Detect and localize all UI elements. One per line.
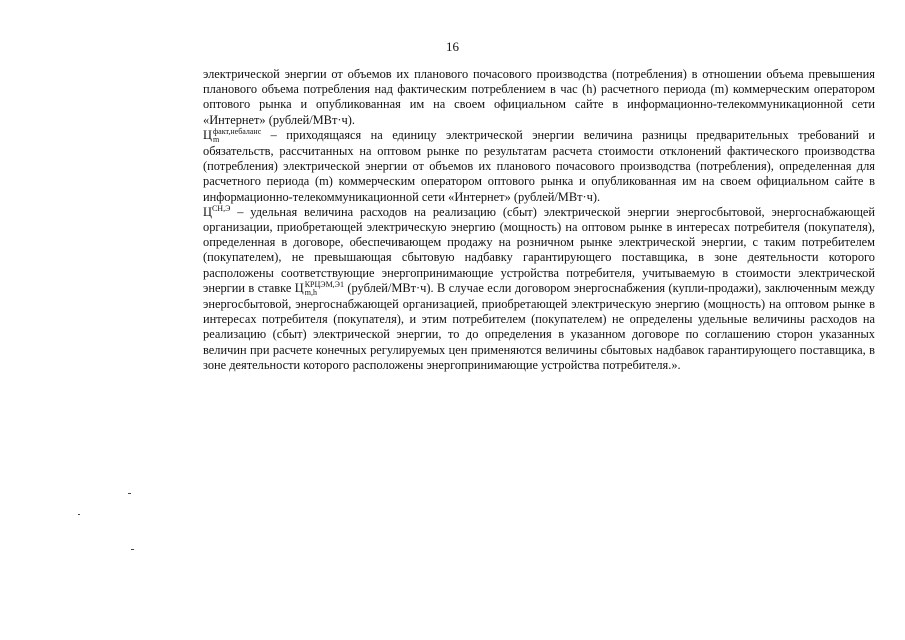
definition-text: (рублей/МВт·ч). В случае если договором энергоснабжения (купли-продажи), заключенным между энергосбытовой, энергоснабжающей организацией, приобретающей электрическую энергию (мощность) на оптовом рынке в интересах потребителя (покупателя), и этим потребителем (покупателем) не определены удельные величины расходов на реализацию (сбыт) электрической энергии, то до определения в указанном договоре по соглашению сторон указанных величин при расчете конечных регулируемых цен применяются величины сбытовых надбавок гарантирующего поставщика, в зоне деятельности которого расположены энергопринимающие устройства потребителя.». [203, 280, 875, 372]
formula-symbol: Ц [203, 127, 212, 142]
page-number: 16 [446, 39, 459, 54]
scan-mark [78, 514, 80, 515]
document-body [203, 67, 875, 373]
formula-symbol: Ц [203, 204, 212, 219]
paragraph-2 [203, 128, 875, 205]
formula-superscript: КРЦЭМ,Э1 [304, 279, 344, 289]
formula-indices [305, 281, 344, 297]
scan-mark [131, 549, 134, 550]
formula-symbol: Ц [294, 280, 304, 295]
formula-subscript: m,h [304, 287, 317, 297]
formula-subscript: m [212, 134, 220, 144]
definition-text: – удельная величина расходов на реализацию (сбыт) электрической энергии энергосбытовой, энергоснабжающей организации, приобретающей электрическую энергию (мощность) на оптовом рынке в интересах потребителя (покупателя), определенная в договоре, обеспечивающем продажу на розничном рынке электрической энергии, с таким потребителем (покупателем), не превышающая сбытовую надбавку гарантирующего поставщика, в зоне деятельности которого расположены соответствующие энергопринимающие устройства потребителя, учитываемую в стоимости электрической энергии в ставке [203, 204, 875, 295]
formula-superscript: СН,Э [211, 203, 231, 213]
paragraph-1: электрической энергии от объемов их планового почасового производства (потребления) в отношении объема превышения планового объема потребления над фактическим потреблением в час (h) расчетного периода (m) коммерческим оператором оптового рынка и опубликованная им на своем официальном сайте в информационно-телекоммуникационной сети «Интернет» (рублей/МВт·ч). [203, 67, 875, 127]
formula-indices [213, 128, 261, 144]
scan-mark [128, 493, 131, 494]
paragraph-3 [203, 205, 875, 373]
definition-text: – приходящаяся на единицу электрической энергии величина разницы предварительных требований и обязательств, рассчитанных на оптовом рынке по результатам расчета стоимости отклонений фактического производства (потребления) электрической энергии от объемов их планового почасового производства (потребления), определенная для расчетного периода (m) коммерческим оператором оптового рынка и опубликованная им на своем официальном сайте в информационно-телекоммуникационной сети «Интернет» (рублей/МВт·ч). [203, 127, 875, 204]
formula-superscript: факт,небаланс [212, 126, 262, 136]
